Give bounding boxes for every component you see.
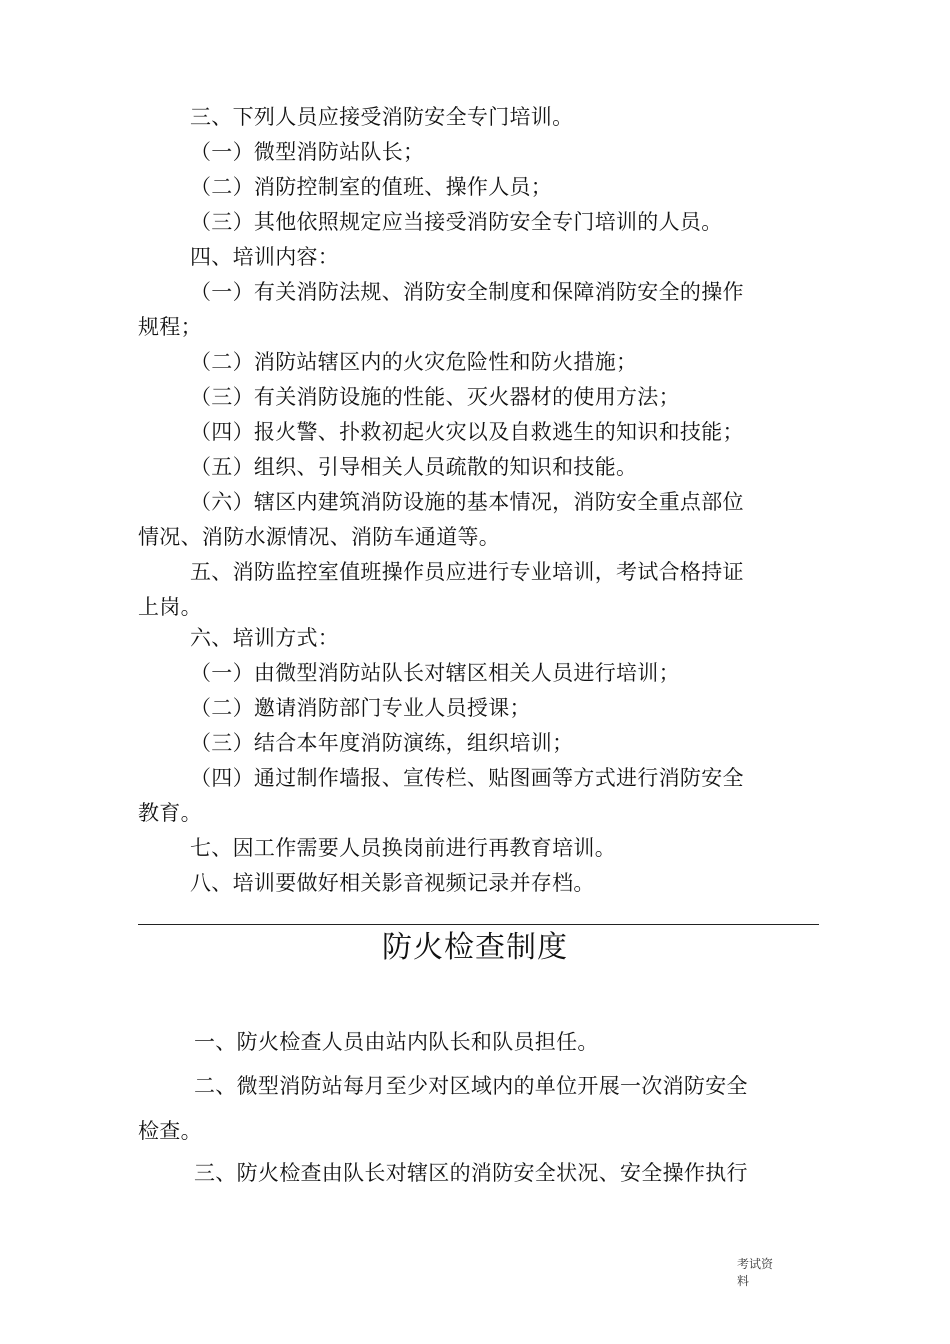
paragraph-line: （一）由微型消防站队长对辖区相关人员进行培训；	[190, 661, 680, 685]
paragraph-line: 检查。	[138, 1119, 202, 1143]
paragraph-line: （一）微型消防站队长；	[190, 140, 425, 164]
paragraph-line: （六）辖区内建筑消防设施的基本情况，消防安全重点部位	[190, 490, 744, 514]
paragraph-line: （一）有关消防法规、消防安全制度和保障消防安全的操作	[190, 280, 744, 304]
paragraph-line: （四）报火警、扑救初起火灾以及自救逃生的知识和技能；	[190, 420, 744, 444]
footer-note-line: 考试资	[737, 1257, 774, 1271]
paragraph-line: （三）有关消防设施的性能、灭火器材的使用方法；	[190, 385, 680, 409]
paragraph-line: 规程；	[138, 315, 202, 339]
footer-note-line: 料	[737, 1274, 750, 1288]
paragraph-line: 三、下列人员应接受消防安全专门培训。	[190, 105, 574, 129]
section-heading: 六、培训方式：	[190, 626, 340, 650]
paragraph-line: 七、因工作需要人员换岗前进行再教育培训。	[190, 836, 616, 860]
paragraph-line: 情况、消防水源情况、消防车通道等。	[138, 525, 501, 549]
paragraph-line: （四）通过制作墙报、宣传栏、贴图画等方式进行消防安全	[190, 766, 744, 790]
paragraph-line: （三）结合本年度消防演练，组织培训；	[190, 731, 574, 755]
paragraph-line: （二）消防控制室的值班、操作人员；	[190, 175, 553, 199]
paragraph-line: 上岗。	[138, 595, 202, 619]
section-divider	[138, 924, 819, 925]
paragraph-line: 五、消防监控室值班操作员应进行专业培训，考试合格持证	[190, 560, 744, 584]
paragraph-line: 教育。	[138, 801, 202, 825]
section-title: 防火检查制度	[382, 930, 568, 965]
paragraph-line: 二、微型消防站每月至少对区域内的单位开展一次消防安全	[194, 1074, 748, 1098]
footer-note	[737, 1256, 797, 1290]
paragraph-line: 八、培训要做好相关影音视频记录并存档。	[190, 871, 595, 895]
paragraph-line: 三、防火检查由队长对辖区的消防安全状况、安全操作执行	[194, 1161, 748, 1185]
paragraph-line: （三）其他依照规定应当接受消防安全专门培训的人员。	[190, 210, 723, 234]
paragraph-line: 一、防火检查人员由站内队长和队员担任。	[194, 1030, 599, 1054]
paragraph-line: （二）消防站辖区内的火灾危险性和防火措施；	[190, 350, 638, 374]
paragraph-line: （五）组织、引导相关人员疏散的知识和技能。	[190, 455, 638, 479]
section-heading: 四、培训内容：	[190, 245, 340, 269]
paragraph-line: （二）邀请消防部门专业人员授课；	[190, 696, 531, 720]
